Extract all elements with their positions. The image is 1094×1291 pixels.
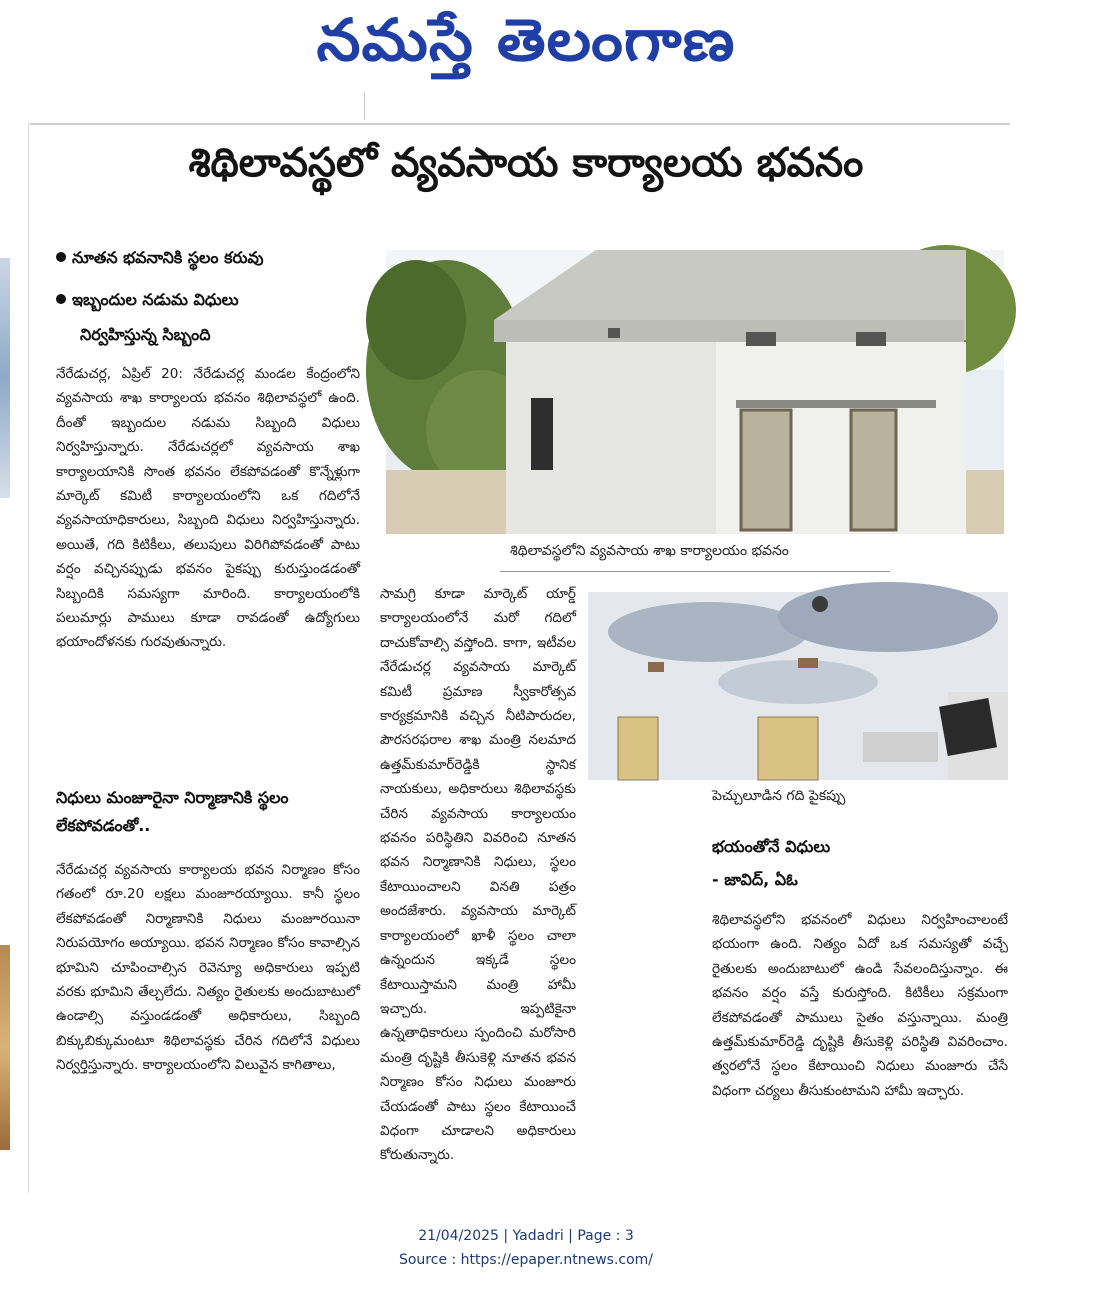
column-divider xyxy=(364,92,365,120)
column-2-text-bottom xyxy=(380,806,692,1191)
bullet-dot-icon xyxy=(56,252,66,262)
caption-underline xyxy=(500,571,890,572)
column-1-subheading: నిధులు మంజూరైనా నిర్మాణానికి స్థలం లేకపోవడంతో.. xyxy=(56,788,289,835)
column-1-paragraph-1: నేరేడుచర్ల, ఏప్రిల్ 20: నేరేడుచర్ల మండల కేంద్రంలోని వ్యవసాయ శాఖ కార్యాలయ భవనం శిథిలావస్థలో ఉంది. దీంతో ఇబ్బందుల నడుమ సిబ్బంది విధులు నిర్వహిస్తున్నారు. నేరేడుచర్లలో వ్యవసాయ శాఖ కార్యాలయానికి సొంత భవనం లేకపోవడంతో కొన్నేళ్లుగా మార్కెట్ కమిటీ కార్యాలయంలోని ఒక గదిలోనే వ్యవసాయాధికారులు, సిబ్బంది విధులు నిర్వహిస్తున్నారు. అయితే, గది కిటికీలు, తలుపులు విరిగిపోవడంతో పాటు వర్షం వచ్చినప్పుడు భవనం పైకప్పు కురుస్తుండడంతో సిబ్బందికి సమస్యగా మారింది. కార్యాలయంలోకి పలుమార్లు పాములు కూడా రావడంతో ఉద్యోగులు భయాందోళనకు గురవుతున్నారు. xyxy=(56,366,360,651)
building-photo xyxy=(386,250,1004,534)
left-edge-photo-strip-2 xyxy=(0,945,10,1150)
bullet-dot-icon xyxy=(56,294,66,304)
left-column-rule xyxy=(28,123,29,1193)
building-photo-svg xyxy=(386,250,1004,534)
top-rule xyxy=(30,123,1010,125)
left-edge-photo-strip xyxy=(0,258,10,498)
bullet-continuation: నిర్వహిస్తున్న సిబ్బంది xyxy=(80,325,211,344)
photo-1-caption: శిథిలావస్థలోని వ్యవసాయ శాఖ కార్యాలయం భవనం xyxy=(510,543,789,559)
article-headline: శిథిలావస్థలో వ్యవసాయ కార్యాలయ భవనం xyxy=(188,140,864,186)
column-3-byline: - జావిద్, ఏఓ xyxy=(712,870,798,889)
ceiling-photo-svg xyxy=(588,592,1008,780)
column-3-text: శిథిలావస్థలోని భవనంలో విధులు నిర్వహించాలంటే భయంగా ఉంది. నిత్యం ఏదో ఒక సమస్యతో వచ్చే రైతులకు అందుబాటులో ఉండి సేవలందిస్తున్నాం. ఈ భవనం వర్షం వస్తే కురుస్తోంది. కిటికీలు సక్రమంగా లేకపోవడంతో పాములు సైతం వస్తున్నాయి. మంత్రి ఉత్తమ్‌కుమార్‌రెడ్డి దృష్టికి తీసుకెళ్లి పరిస్థితి వివరించాం. త్వరలోనే స్థలం కేటాయించి నిధులు మంజూరు చేసే విధంగా చర్యలు తీసుకుంటామని హామీ ఇచ్చారు. xyxy=(712,912,1008,1099)
bullet-text: నూతన భవనానికి స్థలం కరువు xyxy=(72,248,264,267)
bullet-text: ఇబ్బందుల నడుమ విధులు xyxy=(72,290,239,309)
bullet-point-2 xyxy=(56,290,239,313)
column-2-text-top: సామగ్రి కూడా మార్కెట్ యార్డ్ కార్యాలయంలోనే మరో గదిలో దాచుకోవాల్సి వస్తోంది. కాగా, ఇటీవల నేరేడుచర్ల వ్యవసాయ మార్కెట్ కమిటీ ప్రమాణ స్వీకారోత్సవ కార్యక్రమానికి వచ్చిన నీటిపారుదల, పౌరసరఫరాల శాఖ మంత్రి నలమాద ఉత్తమ్‌కుమార్‌రెడ్డికి స్థానిక నాయకులు, అధికారులు శిథిలావస్థకు చేరిన వ్యవసాయ కార్యాలయం భవనం పరిస్థితిని వివరించి నూతన భవన నిర్మాణానికి నిధులు, స్థలం కేటాయించాలని వినతి పత్రం అందజేశారు. వ్యవసాయ మార్కెట్ కార్యాలయంలో ఖాళీ స్థలం చాలా ఉన్నందున ఇక్కడే స్థలం కేటాయిస్తామని మంత్రి హామీ ఇచ్చారు. ఇప్పటికైనా ఉన్నతాధికారులు స్పందించి మరోసారి మంత్రి దృష్టికి తీసుకెళ్లి నూతన భవన నిర్మాణం కోసం నిధులు మంజూరు చేయడంతో పాటు స్థలం కేటాయించే విధంగా చూడాలని అధికారులు కోరుతున్నారు. xyxy=(380,586,576,1164)
footer-date-edition: 21/04/2025 | Yadadri | Page : 3 xyxy=(418,1228,634,1244)
ceiling-photo xyxy=(588,592,1008,780)
column-1-paragraph-2: నేరేడుచర్ల వ్యవసాయ కార్యాలయ భవన నిర్మాణం కోసం గతంలో రూ.20 లక్షలు మంజూరయ్యాయి. కానీ స్థలం లేకపోవడంతో నిర్మాణానికి నిధులు మంజూరయినా నిరుపయోగం అయ్యాయి. భవన నిర్మాణం కోసం కావాల్సిన భూమిని చూపించాల్సిన రెవెన్యూ అధికారులు ఇప్పటి వరకు భూమిని తేల్చలేదు. నిత్యం రైతులకు అందుబాటులో ఉండాల్సి వస్తుండడంతో అధికారులు, సిబ్బంది బిక్కుబిక్కుమంటూ శిథిలావస్థకు చేరిన గదిలోనే విధులు నిర్వర్తిస్తున్నారు. కార్యాలయంలోని విలువైన కాగితాలు, xyxy=(56,862,360,1074)
newspaper-masthead: నమస్తే తెలంగాణ xyxy=(316,6,736,74)
bullet-point-1 xyxy=(56,248,263,271)
photo-2-caption: పెచ్చులూడిన గది పైకప్పు xyxy=(712,788,846,804)
footer-source-link[interactable]: Source : https://epaper.ntnews.com/ xyxy=(398,1252,654,1268)
column-3-subheading: భయంతోనే విధులు xyxy=(712,837,831,856)
